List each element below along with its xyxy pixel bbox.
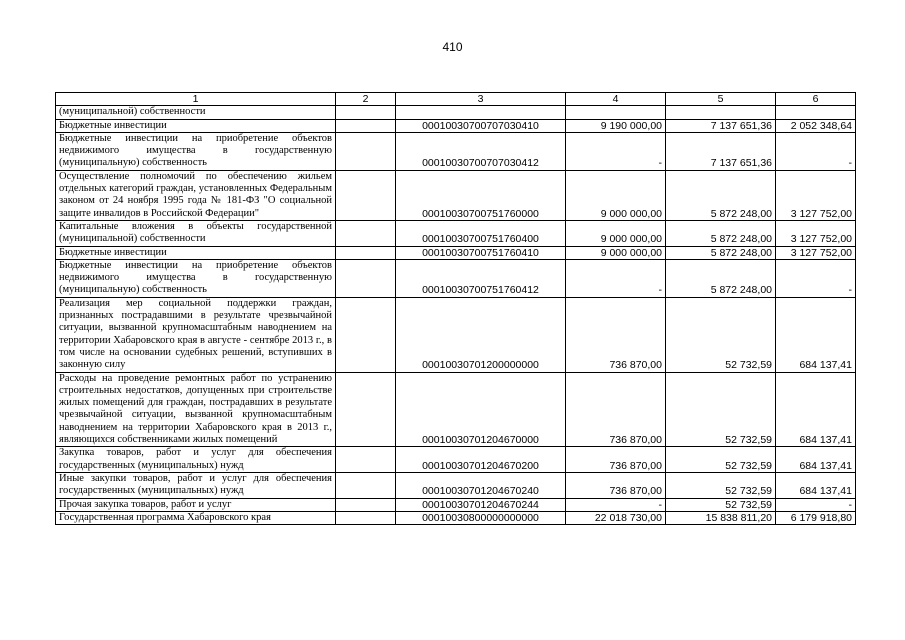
column-header: 5: [666, 93, 776, 106]
row-col4-cell: 736 870,00: [566, 447, 666, 473]
row-code-cell: 00010030700707030410: [396, 119, 566, 132]
row-col6-cell: -: [776, 498, 856, 511]
row-col6-cell: 684 137,41: [776, 297, 856, 372]
row-code-cell: 00010030700751760412: [396, 259, 566, 297]
row-col2-cell: [336, 498, 396, 511]
row-code-cell: 00010030700751760000: [396, 170, 566, 220]
table-row: [56, 372, 856, 447]
row-col4-cell: 736 870,00: [566, 372, 666, 447]
table-row: [56, 472, 856, 498]
row-col2-cell: [336, 246, 396, 259]
budget-table: [55, 92, 856, 525]
row-col6-cell: 684 137,41: [776, 472, 856, 498]
row-col5-cell: 7 137 651,36: [666, 132, 776, 170]
row-col2-cell: [336, 372, 396, 447]
table-row: [56, 447, 856, 473]
table-body: [56, 106, 856, 525]
row-col4-cell: -: [566, 259, 666, 297]
row-col4-cell: 22 018 730,00: [566, 511, 666, 524]
row-code-cell: 00010030700751760410: [396, 246, 566, 259]
row-col5-cell: 5 872 248,00: [666, 220, 776, 246]
column-header: 2: [336, 93, 396, 106]
table-row: [56, 106, 856, 119]
row-col6-cell: [776, 106, 856, 119]
table-header-row: [56, 93, 856, 106]
row-name-cell: Капитальные вложения в объекты государственной (муниципальной) собственности: [56, 220, 336, 246]
row-name-cell: (муниципальной) собственности: [56, 106, 336, 119]
row-col2-cell: [336, 220, 396, 246]
column-header: 1: [56, 93, 336, 106]
row-code-cell: 00010030800000000000: [396, 511, 566, 524]
table-row: [56, 246, 856, 259]
table-row: [56, 297, 856, 372]
row-col4-cell: 736 870,00: [566, 472, 666, 498]
row-col5-cell: 52 732,59: [666, 498, 776, 511]
table-row: [56, 119, 856, 132]
row-col5-cell: 7 137 651,36: [666, 119, 776, 132]
table-row: [56, 259, 856, 297]
table-row: [56, 220, 856, 246]
table-row: [56, 132, 856, 170]
row-col5-cell: 52 732,59: [666, 372, 776, 447]
row-col6-cell: -: [776, 132, 856, 170]
row-col2-cell: [336, 511, 396, 524]
row-col6-cell: 684 137,41: [776, 447, 856, 473]
row-col2-cell: [336, 297, 396, 372]
row-name-cell: Расходы на проведение ремонтных работ по устранению строительных недостатков, допущенных при строительстве жилых помещений для граждан, пострадавших в результате чрезвычайной ситуации, вызванной крупномасштабным наводнением на территории Хабаровского края в 2013 г., являющихся собственниками жилых помещений: [56, 372, 336, 447]
row-col4-cell: 9 000 000,00: [566, 246, 666, 259]
row-col6-cell: 2 052 348,64: [776, 119, 856, 132]
row-code-cell: 00010030701204670000: [396, 372, 566, 447]
row-col2-cell: [336, 106, 396, 119]
row-col6-cell: 3 127 752,00: [776, 170, 856, 220]
row-code-cell: 00010030700707030412: [396, 132, 566, 170]
row-code-cell: 00010030701200000000: [396, 297, 566, 372]
row-col4-cell: -: [566, 132, 666, 170]
row-name-cell: Государственная программа Хабаровского края: [56, 511, 336, 524]
row-col5-cell: 5 872 248,00: [666, 259, 776, 297]
row-col6-cell: 684 137,41: [776, 372, 856, 447]
row-col2-cell: [336, 132, 396, 170]
row-col5-cell: 5 872 248,00: [666, 170, 776, 220]
row-col5-cell: 15 838 811,20: [666, 511, 776, 524]
table-row: [56, 511, 856, 524]
row-col5-cell: 52 732,59: [666, 297, 776, 372]
row-col2-cell: [336, 259, 396, 297]
row-col4-cell: 9 190 000,00: [566, 119, 666, 132]
row-col6-cell: 3 127 752,00: [776, 246, 856, 259]
table-row: [56, 498, 856, 511]
row-col6-cell: -: [776, 259, 856, 297]
row-col4-cell: 736 870,00: [566, 297, 666, 372]
page-number: 410: [442, 40, 463, 54]
column-header: 3: [396, 93, 566, 106]
row-col5-cell: [666, 106, 776, 119]
row-col4-cell: [566, 106, 666, 119]
row-col4-cell: -: [566, 498, 666, 511]
row-col2-cell: [336, 119, 396, 132]
row-name-cell: Бюджетные инвестиции: [56, 119, 336, 132]
column-header: 4: [566, 93, 666, 106]
row-name-cell: Прочая закупка товаров, работ и услуг: [56, 498, 336, 511]
table-row: [56, 170, 856, 220]
row-col4-cell: 9 000 000,00: [566, 220, 666, 246]
row-col2-cell: [336, 170, 396, 220]
row-name-cell: Бюджетные инвестиции: [56, 246, 336, 259]
row-code-cell: 00010030701204670244: [396, 498, 566, 511]
row-code-cell: [396, 106, 566, 119]
row-col5-cell: 5 872 248,00: [666, 246, 776, 259]
row-code-cell: 00010030701204670200: [396, 447, 566, 473]
row-name-cell: Закупка товаров, работ и услуг для обеспечения государственных (муниципальных) нужд: [56, 447, 336, 473]
row-name-cell: Бюджетные инвестиции на приобретение объектов недвижимого имущества в государственную (муниципальную) собственность: [56, 132, 336, 170]
row-col2-cell: [336, 472, 396, 498]
row-name-cell: Осуществление полномочий по обеспечению жильем отдельных категорий граждан, установленных Федеральным законом от 24 ноября 1995 года № 181-ФЗ "О социальной защите инвалидов в Российской Федерации": [56, 170, 336, 220]
row-col6-cell: 3 127 752,00: [776, 220, 856, 246]
row-name-cell: Бюджетные инвестиции на приобретение объектов недвижимого имущества в государственную (муниципальную) собственность: [56, 259, 336, 297]
row-col2-cell: [336, 447, 396, 473]
row-col4-cell: 9 000 000,00: [566, 170, 666, 220]
row-name-cell: Реализация мер социальной поддержки граждан, признанных пострадавшими в результате чрезвычайной ситуации, вызванной крупномасштабным наводнением на территории Хабаровского края в августе - сентябре 2013 г., в том числе на основании судебных решений, вступивших в законную силу: [56, 297, 336, 372]
row-code-cell: 00010030700751760400: [396, 220, 566, 246]
row-col5-cell: 52 732,59: [666, 472, 776, 498]
row-name-cell: Иные закупки товаров, работ и услуг для обеспечения государственных (муниципальных) нужд: [56, 472, 336, 498]
column-header: 6: [776, 93, 856, 106]
row-col5-cell: 52 732,59: [666, 447, 776, 473]
row-code-cell: 00010030701204670240: [396, 472, 566, 498]
row-col6-cell: 6 179 918,80: [776, 511, 856, 524]
